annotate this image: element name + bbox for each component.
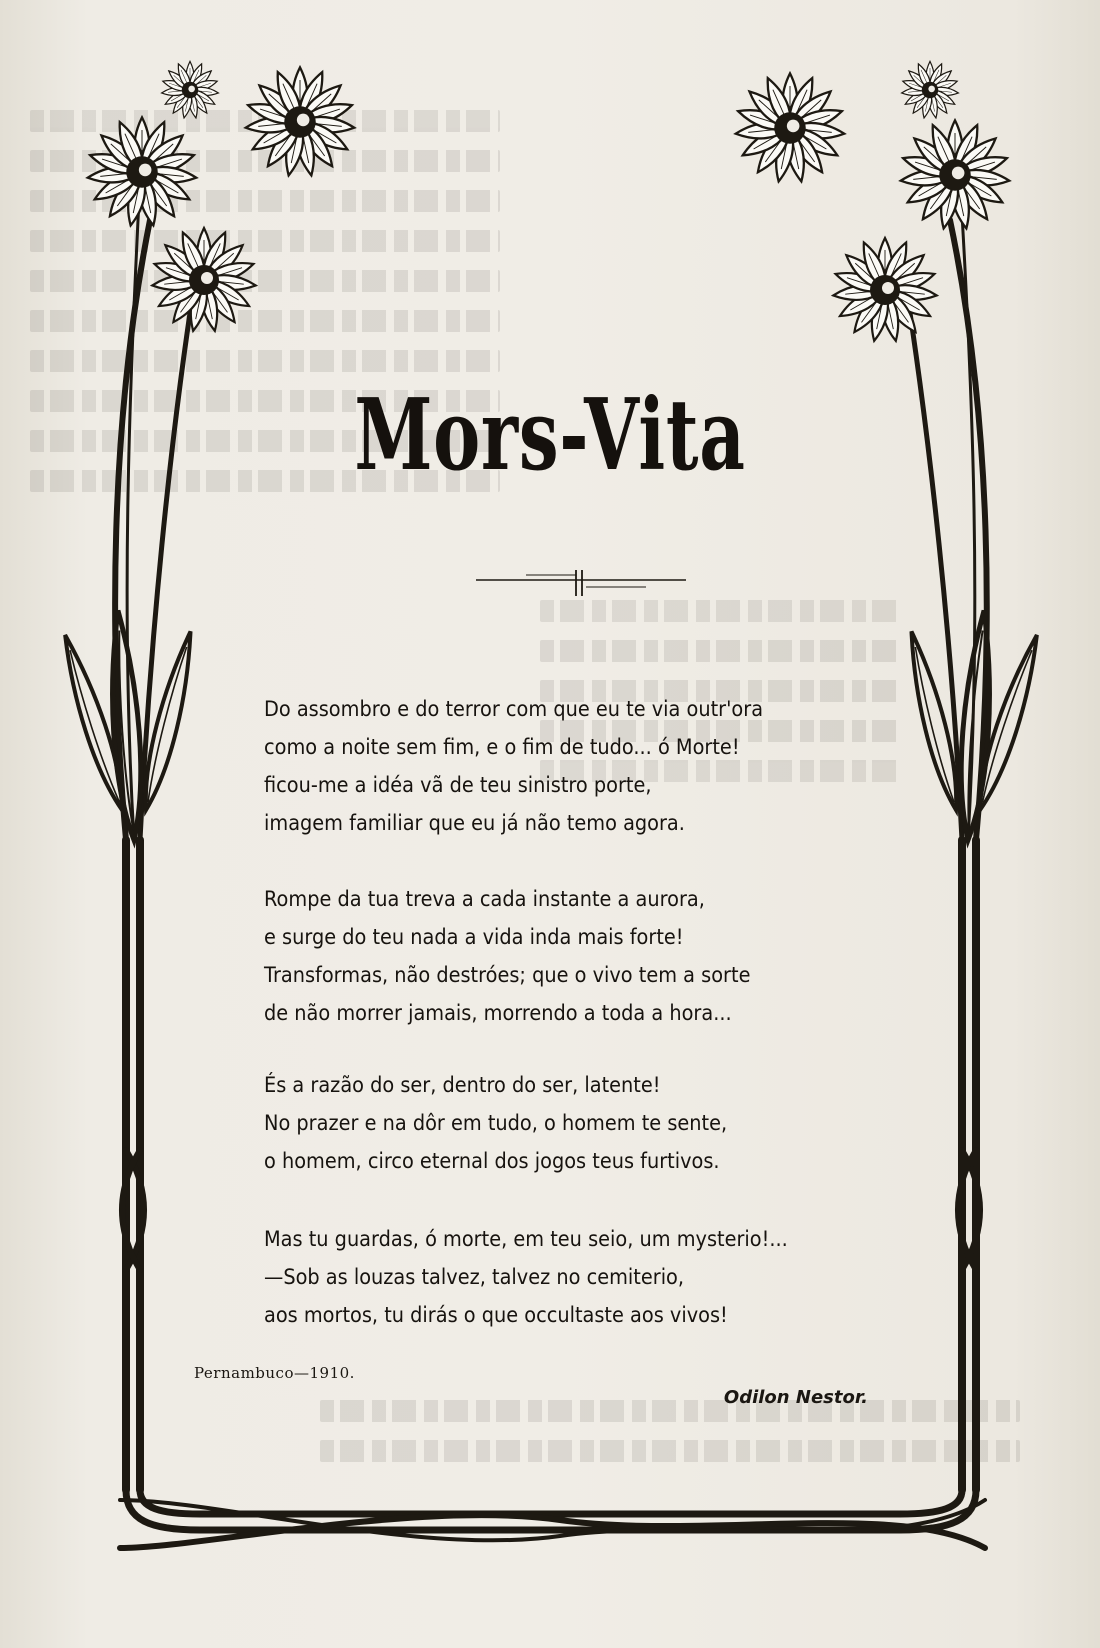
verse-line: o homem, circo eternal dos jogos teus furtivos. xyxy=(264,1149,720,1173)
verse-line: como a noite sem fim, e o fim de tudo... ó Morte! xyxy=(264,735,740,759)
stanza-1 xyxy=(264,690,834,842)
stanza-3 xyxy=(264,1066,834,1180)
verse-line: aos mortos, tu dirás o que occultaste aos vivos! xyxy=(264,1303,728,1327)
verse-line: ficou-me a idéa vã de teu sinistro porte, xyxy=(264,773,652,797)
verse-line: Do assombro e do terror com que eu te via outr'ora xyxy=(264,697,764,721)
verse-line: Transformas, não destróes; que o vivo tem a sorte xyxy=(264,963,751,987)
verse-line: Rompe da tua treva a cada instante a aurora, xyxy=(264,887,705,911)
verse-line: Mas tu guardas, ó morte, em teu seio, um mysterio!... xyxy=(264,1227,788,1251)
poem-title: Mors-Vita xyxy=(354,378,746,493)
title-divider xyxy=(476,570,686,596)
verse-line: —Sob as louzas talvez, talvez no cemiterio, xyxy=(264,1265,685,1289)
verse-line: No prazer e na dôr em tudo, o homem te sente, xyxy=(264,1111,728,1135)
place-date: Pernambuco—1910. xyxy=(194,1364,355,1382)
verse-line: imagem familiar que eu já não temo agora. xyxy=(264,811,685,835)
verse-line: e surge do teu nada a vida inda mais forte! xyxy=(264,925,684,949)
author-signature: Odilon Nestor. xyxy=(723,1387,868,1408)
verse-line: de não morrer jamais, morrendo a toda a hora... xyxy=(264,1001,732,1025)
stanza-2 xyxy=(264,880,834,1032)
verse-line: És a razão do ser, dentro do ser, latente! xyxy=(264,1073,661,1097)
stanza-4 xyxy=(264,1220,834,1334)
